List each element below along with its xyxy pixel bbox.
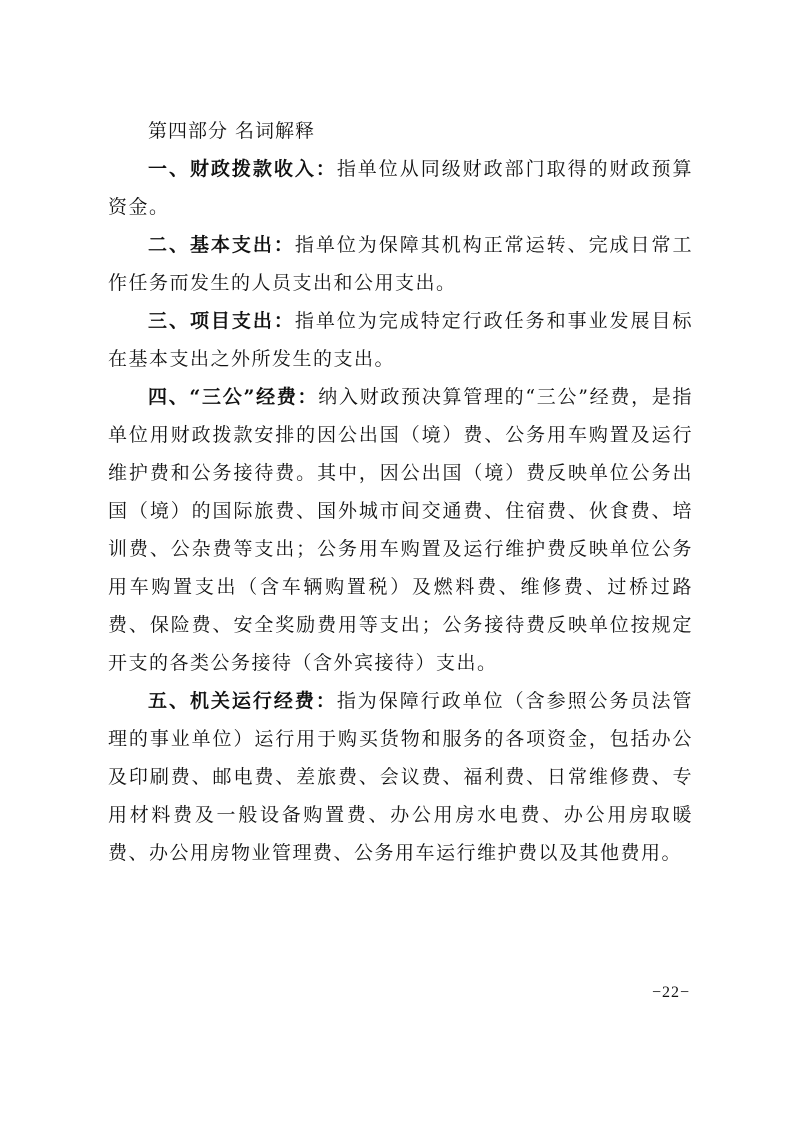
definition-text: 纳入财政预决算管理的“三公”经费，是指单位用财政拨款安排的因公出国（境）费、公务用车购置及运行维护费和公务接待费。其中，因公出国（境）费反映单位公务出国（境）的国际旅费、国外城市间交通费、住宿费、伙食费、培训费、公杂费等支出；公务用车购置及运行维护费反映单位公务用车购置支出（含车辆购置税）及燃料费、维修费、过桥过路费、保险费、安全奖励费用等支出；公务接待费反映单位按规定开支的各类公务接待（含外宾接待）支出。 bbox=[108, 386, 693, 674]
definition-text: 指单位为完成特定行政任务和事业发展目标在基本支出之外所发生的支出。 bbox=[108, 310, 693, 370]
definition-text: 指单位从同级财政部门取得的财政预算资金。 bbox=[108, 158, 693, 218]
definition-term: 四、“三公”经费： bbox=[148, 386, 319, 408]
definition-text: 指单位为保障其机构正常运转、完成日常工作任务而发生的人员支出和公用支出。 bbox=[108, 234, 693, 294]
definition-text: 指为保障行政单位（含参照公务员法管理的事业单位）运行用于购买货物和服务的各项资金，包括办公及印刷费、邮电费、差旅费、会议费、福利费、日常维修费、专用材料费及一般设备购置费、办公用房水电费、办公用房取暖费、办公用房物业管理费、公务用车运行维护费以及其他费用。 bbox=[108, 690, 693, 864]
definition-term: 一、财政拨款收入： bbox=[148, 158, 337, 180]
definition-term: 二、基本支出： bbox=[148, 234, 295, 256]
definition-project-expenditure bbox=[108, 302, 693, 378]
page-number: −22− bbox=[651, 984, 690, 1001]
definition-term: 五、机关运行经费： bbox=[148, 690, 337, 712]
definition-three-public-expenses bbox=[108, 378, 693, 682]
definition-agency-operating-expenses bbox=[108, 682, 693, 872]
section-title: 第四部分 名词解释 bbox=[148, 120, 316, 142]
document-body bbox=[108, 112, 693, 872]
definition-term: 三、项目支出： bbox=[148, 310, 295, 332]
definition-financial-appropriation-income bbox=[108, 150, 693, 226]
definition-basic-expenditure bbox=[108, 226, 693, 302]
